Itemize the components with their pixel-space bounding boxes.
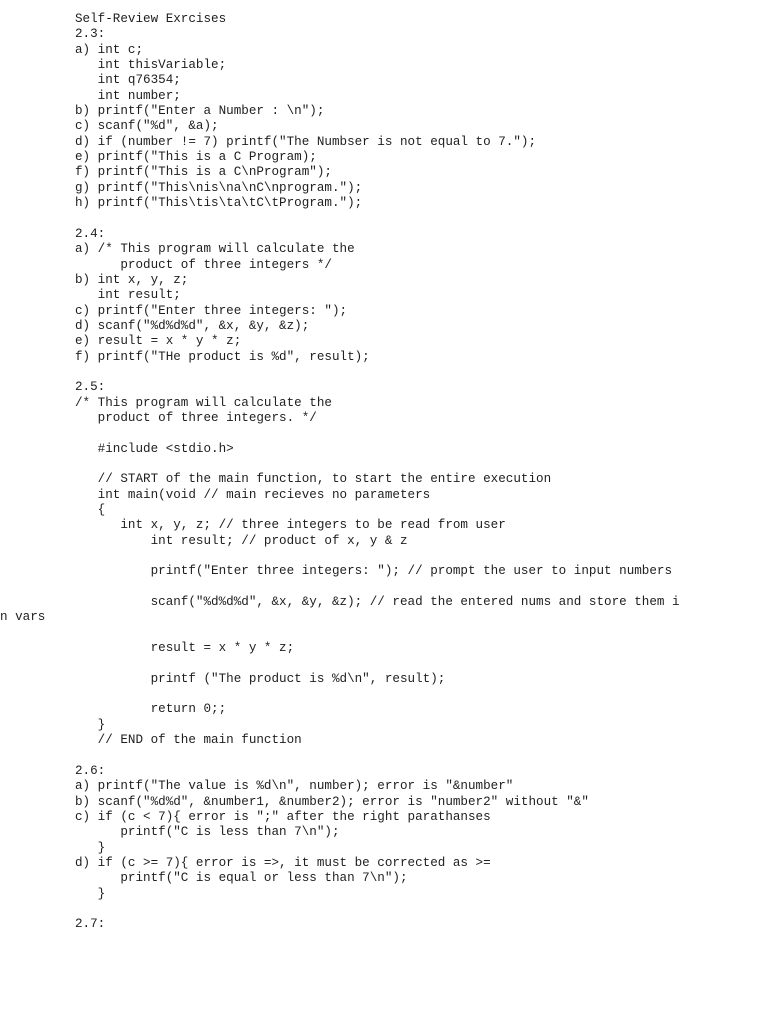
code-line: b) printf("Enter a Number : \n");	[75, 104, 325, 119]
code-line: printf ("The product is %d\n", result);	[75, 671, 446, 686]
code-line: b) scanf("%d%d", &number1, &number2); error is "number2" without "&"	[75, 794, 589, 809]
code-line: product of three integers. */	[75, 410, 317, 425]
code-line: }	[75, 840, 106, 855]
blank-line	[75, 549, 755, 564]
code-line: product of three integers */	[75, 257, 332, 272]
code-line: a) int c;	[75, 42, 144, 57]
code-line: int thisVariable;	[75, 58, 227, 73]
code-line: d) if (number != 7) printf("The Numbser is not equal to 7.");	[75, 134, 537, 149]
code-line: return 0;;	[75, 702, 227, 717]
code-line: b) int x, y, z;	[75, 272, 189, 287]
code-line: a) /* This program will calculate the	[75, 242, 355, 257]
code-line: #include <stdio.h>	[75, 441, 234, 456]
code-line: 2.7:	[75, 917, 106, 932]
blank-line	[75, 687, 755, 702]
code-line: c) scanf("%d", &a);	[75, 119, 219, 134]
code-line: {	[75, 503, 106, 517]
code-line: int result;	[75, 288, 181, 303]
blank-line	[75, 457, 755, 472]
blank-line	[75, 656, 755, 671]
code-line: int x, y, z; // three integers to be read from user	[75, 518, 506, 533]
code-line: c) printf("Enter three integers: ");	[75, 303, 348, 318]
code-line: 2.5:	[75, 380, 106, 395]
code-line: // START of the main function, to start the entire execution	[75, 472, 552, 487]
code-line: printf("Enter three integers: "); // prompt the user to input numbers	[75, 564, 673, 579]
code-line: }	[75, 886, 106, 901]
blank-line	[75, 902, 755, 917]
code-line: }	[75, 717, 106, 732]
code-line: 2.6:	[75, 763, 106, 778]
code-line: h) printf("This\tis\ta\tC\tProgram.");	[75, 196, 363, 211]
code-line: /* This program will calculate the	[75, 395, 332, 410]
code-line: int number;	[75, 88, 181, 103]
blank-line	[75, 365, 755, 380]
code-line: f) printf("THe product is %d", result);	[75, 349, 370, 364]
code-line: int main(void // main recieves no parameters	[75, 487, 431, 502]
code-line: d) scanf("%d%d%d", &x, &y, &z);	[75, 318, 310, 333]
code-line: e) result = x * y * z;	[75, 334, 242, 349]
code-line: printf("C is less than 7\n");	[75, 825, 340, 840]
code-line: result = x * y * z;	[75, 641, 295, 656]
blank-line	[75, 426, 755, 441]
code-line: int q76354;	[75, 73, 181, 88]
blank-line	[75, 211, 755, 226]
blank-line	[75, 626, 755, 641]
document-body	[0, 12, 755, 933]
blank-line	[75, 580, 755, 595]
code-line: f) printf("This is a C\nProgram");	[75, 165, 332, 180]
code-line: n vars	[0, 610, 46, 625]
code-line: 2.4:	[75, 226, 106, 241]
code-line: g) printf("This\nis\na\nC\nprogram.");	[75, 180, 363, 195]
code-line: a) printf("The value is %d\n", number); error is "&number"	[75, 779, 514, 794]
code-line: 2.3:	[75, 27, 106, 42]
code-line: // END of the main function	[75, 733, 302, 748]
code-line: Self-Review Exrcises	[75, 12, 227, 26]
code-line: printf("C is equal or less than 7\n");	[75, 871, 408, 886]
code-line: d) if (c >= 7){ error is =>, it must be corrected as >=	[75, 855, 491, 870]
code-line: scanf("%d%d%d", &x, &y, &z); // read the entered nums and store them i	[75, 595, 680, 610]
code-line: e) printf("This is a C Program);	[75, 150, 317, 165]
code-line: c) if (c < 7){ error is ";" after the right parathanses	[75, 809, 491, 824]
blank-line	[75, 749, 755, 764]
code-line: int result; // product of x, y & z	[75, 533, 408, 548]
